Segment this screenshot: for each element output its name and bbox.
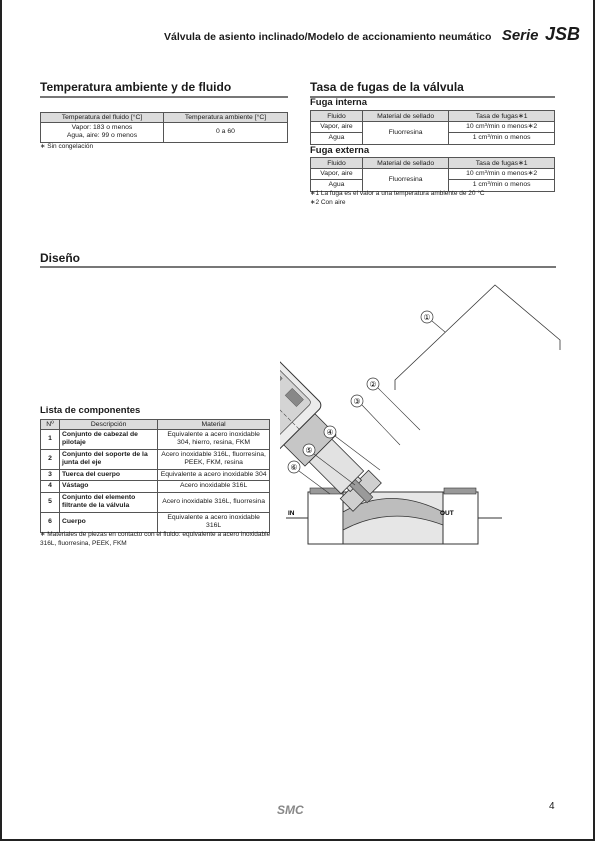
leak-ext-seal: Fluorresina bbox=[362, 169, 448, 192]
header-title: Válvula de asiento inclinado/Modelo de accionamiento neumático bbox=[164, 31, 492, 43]
comp-desc: Vástago bbox=[60, 481, 158, 492]
leak-int-rate: 10 cm³/min o menos∗2 bbox=[449, 122, 555, 133]
components-note: ∗ Materiales de piezas en contacto con el fluido: equivalente a acero inoxidable 316L, fluorresina, PEEK, FKM bbox=[40, 531, 271, 548]
temp-ambient-cell: 0 a 60 bbox=[163, 123, 287, 143]
comp-material: Acero inoxidable 316L, fluorresina bbox=[158, 492, 270, 512]
callout-3-label: ③ bbox=[353, 397, 361, 406]
callout-2-label: ② bbox=[369, 380, 377, 389]
pilot-head-bracket bbox=[395, 285, 560, 390]
comp-material: Acero inoxidable 316L, fluorresina, PEEK, FKM, resina bbox=[158, 449, 270, 469]
leak-int-fluid: Agua bbox=[311, 133, 363, 144]
table-row bbox=[41, 430, 270, 450]
comp-material: Equivalente a acero inoxidable 304, hierro, resina, FKM bbox=[158, 430, 270, 450]
callout-4-label: ④ bbox=[326, 428, 334, 437]
temp-header-fluid: Temperatura del fluido [°C] bbox=[41, 113, 164, 123]
leak-internal-table bbox=[310, 110, 555, 145]
components-title: Lista de componentes bbox=[40, 405, 141, 416]
comp-header-no: Nº bbox=[41, 420, 60, 430]
temp-note: ∗ Sin congelación bbox=[40, 143, 94, 150]
comp-no: 4 bbox=[41, 481, 60, 492]
header-series-code: JSB bbox=[544, 24, 580, 44]
callout-5-label: ⑤ bbox=[305, 446, 313, 455]
leak-section-title: Tasa de fugas de la válvula bbox=[310, 80, 464, 94]
leak-ext-header-fluid: Fluido bbox=[311, 158, 363, 169]
temp-section-rule bbox=[40, 96, 288, 98]
valve-cross-section-drawing bbox=[280, 280, 570, 555]
leak-external-title: Fuga externa bbox=[310, 145, 370, 156]
leak-int-seal: Fluorresina bbox=[362, 122, 448, 145]
callout-6-label: ⑥ bbox=[290, 463, 298, 472]
temp-table bbox=[40, 112, 288, 143]
leak-int-header-seal: Material de sellado bbox=[362, 111, 448, 122]
comp-no: 2 bbox=[41, 449, 60, 469]
in-label: IN bbox=[288, 510, 295, 517]
leak-note-1: ∗1 La fuga es el valor a una temperatura ambiente de 20 °C bbox=[310, 190, 485, 197]
page-header bbox=[0, 24, 580, 45]
comp-no: 1 bbox=[41, 430, 60, 450]
design-section-title: Diseño bbox=[40, 251, 81, 265]
valve-body bbox=[286, 488, 502, 544]
leak-ext-fluid: Agua bbox=[311, 180, 363, 191]
temp-fluid-line1: Vapor: 183 o menos bbox=[71, 124, 133, 131]
out-label: OUT bbox=[440, 510, 454, 517]
comp-material: Equivalente a acero inoxidable 316L bbox=[158, 512, 270, 532]
table-row bbox=[41, 449, 270, 469]
temp-section-title: Temperatura ambiente y de fluido bbox=[40, 80, 232, 94]
header-serie: Serie bbox=[501, 27, 539, 44]
leak-int-rate: 1 cm³/min o menos bbox=[449, 133, 555, 144]
smc-logo: SMC bbox=[277, 803, 304, 817]
comp-desc: Conjunto del elemento filtrante de la válvula bbox=[60, 492, 158, 512]
temp-header-ambient: Temperatura ambiente [°C] bbox=[163, 113, 287, 123]
comp-no: 6 bbox=[41, 512, 60, 532]
comp-desc: Conjunto del soporte de la junta del eje bbox=[60, 449, 158, 469]
table-row bbox=[41, 481, 270, 492]
leak-ext-header-seal: Material de sellado bbox=[362, 158, 448, 169]
page-frame-left bbox=[0, 0, 2, 841]
leak-note-2: ∗2 Con aire bbox=[310, 199, 346, 206]
comp-no: 3 bbox=[41, 469, 60, 480]
comp-material: Acero inoxidable 316L bbox=[158, 481, 270, 492]
components-table bbox=[40, 419, 270, 533]
comp-desc: Cuerpo bbox=[60, 512, 158, 532]
design-section-rule bbox=[40, 266, 556, 268]
table-row bbox=[41, 469, 270, 480]
comp-desc: Tuerca del cuerpo bbox=[60, 469, 158, 480]
leak-int-header-rate: Tasa de fugas∗1 bbox=[449, 111, 555, 122]
leak-internal-title: Fuga interna bbox=[310, 97, 368, 108]
leak-external-table bbox=[310, 157, 555, 192]
leak-ext-fluid: Vapor, aire bbox=[311, 169, 363, 180]
callout-1-label: ① bbox=[423, 313, 431, 322]
temp-fluid-cell bbox=[41, 123, 164, 143]
comp-header-material: Material bbox=[158, 420, 270, 430]
comp-no: 5 bbox=[41, 492, 60, 512]
comp-material: Equivalente a acero inoxidable 304 bbox=[158, 469, 270, 480]
leak-int-header-fluid: Fluido bbox=[311, 111, 363, 122]
leak-ext-rate: 1 cm³/min o menos bbox=[449, 180, 555, 191]
table-row bbox=[41, 492, 270, 512]
leak-ext-rate: 10 cm³/min o menos∗2 bbox=[449, 169, 555, 180]
leak-int-fluid: Vapor, aire bbox=[311, 122, 363, 133]
page-number: 4 bbox=[549, 801, 555, 812]
leak-ext-header-rate: Tasa de fugas∗1 bbox=[449, 158, 555, 169]
temp-fluid-line2: Agua, aire: 99 o menos bbox=[66, 132, 138, 140]
comp-desc: Conjunto de cabezal de pilotaje bbox=[60, 430, 158, 450]
comp-header-desc: Descripción bbox=[60, 420, 158, 430]
